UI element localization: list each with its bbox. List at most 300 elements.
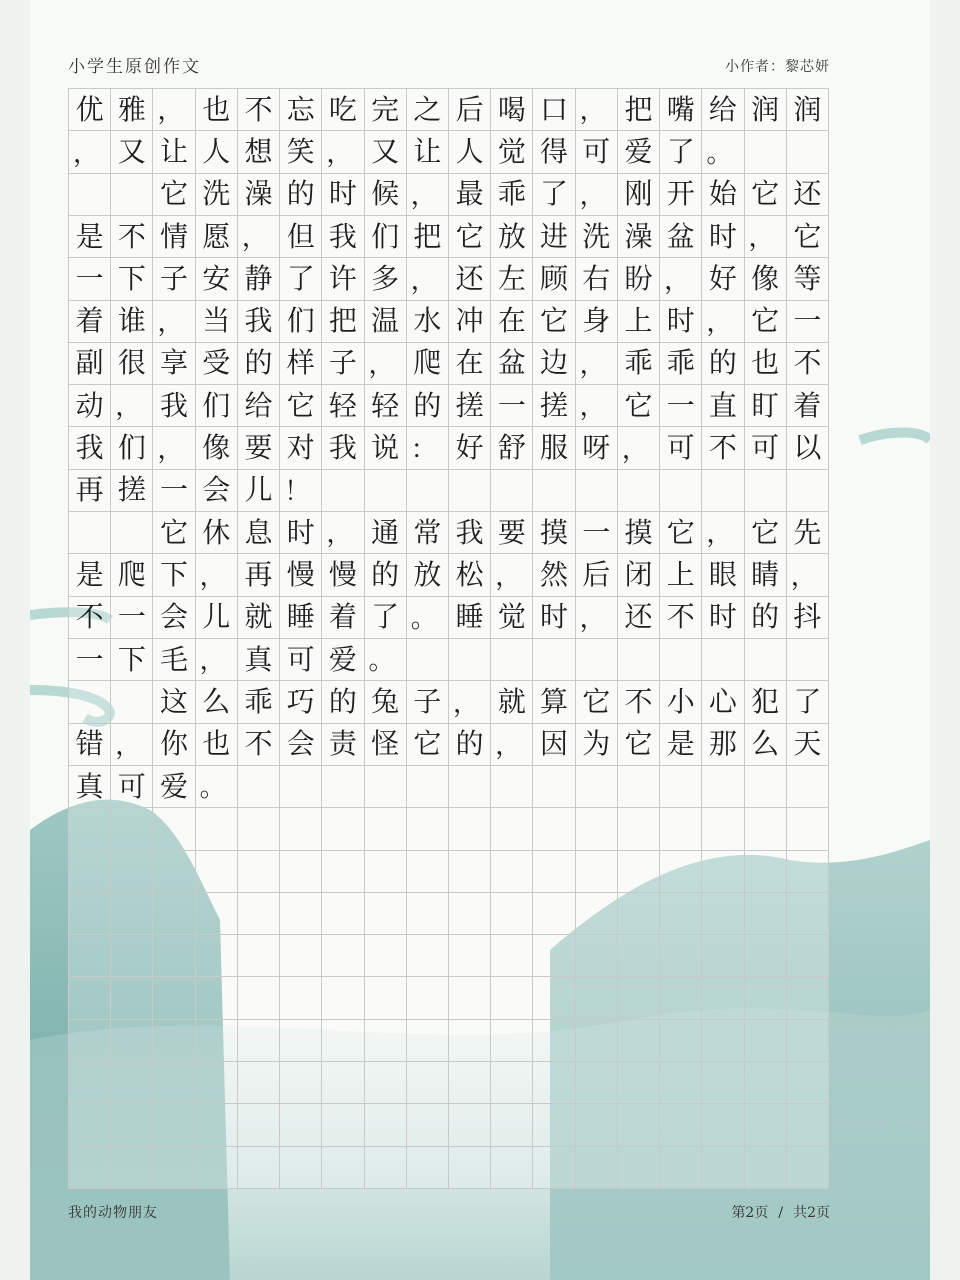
grid-cell: 搓 [449,385,491,427]
grid-cell [280,935,322,977]
grid-cell [576,766,618,808]
grid-cell [69,808,111,850]
grid-cell [491,808,533,850]
grid-cell [576,808,618,850]
grid-cell: 巧 [280,681,322,723]
grid-cell: 先 [787,512,829,554]
grid-cell: ， [407,174,449,216]
grid-cell [111,681,153,723]
page-current: 第2页 [731,1205,769,1221]
grid-cell [787,935,829,977]
grid-cell: 时 [280,512,322,554]
grid-cell: 然 [533,554,575,596]
grid-cell: 小 [660,681,702,723]
grid-cell: 还 [787,174,829,216]
grid-cell: 我 [322,216,364,258]
grid-cell: 口 [533,89,575,131]
grid-cell: 会 [153,597,195,639]
grid-cell: 但 [280,216,322,258]
grid-cell [365,1147,407,1189]
grid-cell [196,1104,238,1146]
grid-cell: 爱 [153,766,195,808]
grid-cell [533,1020,575,1062]
grid-cell: 它 [407,724,449,766]
grid-cell: 这 [153,681,195,723]
grid-cell: 它 [618,724,660,766]
grid-cell [153,1147,195,1189]
grid-cell [365,808,407,850]
grid-cell [702,935,744,977]
grid-cell: 把 [618,89,660,131]
grid-cell: 。 [702,131,744,173]
grid-cell: 怪 [365,724,407,766]
grid-cell: 觉 [491,131,533,173]
grid-cell [407,766,449,808]
grid-cell: 下 [153,554,195,596]
grid-cell: 不 [787,343,829,385]
grid-cell: 澡 [618,216,660,258]
grid-cell: 也 [745,343,787,385]
grid-cell [660,808,702,850]
grid-cell [702,1062,744,1104]
grid-cell: 时 [702,597,744,639]
grid-cell: 就 [238,597,280,639]
grid-cell: 给 [238,385,280,427]
grid-cell: 一 [69,639,111,681]
grid-cell [365,977,407,1019]
grid-cell: 多 [365,258,407,300]
grid-cell: ， [196,639,238,681]
grid-cell [576,1020,618,1062]
grid-cell: 下 [111,639,153,681]
grid-cell: 那 [702,724,744,766]
grid-cell [407,1147,449,1189]
grid-cell [745,1104,787,1146]
grid-cell [576,1147,618,1189]
grid-cell [365,851,407,893]
grid-cell: 它 [660,512,702,554]
grid-cell: 轻 [322,385,364,427]
grid-cell: 可 [280,639,322,681]
grid-cell [365,935,407,977]
grid-cell: 不 [238,724,280,766]
grid-cell: 可 [576,131,618,173]
grid-cell [787,1062,829,1104]
grid-cell: ， [576,385,618,427]
grid-cell: ， [787,554,829,596]
grid-cell: 好 [702,258,744,300]
grid-cell: 还 [449,258,491,300]
essay-title: 我的动物朋友 [68,1205,158,1221]
grid-cell: 真 [69,766,111,808]
manuscript-grid [68,88,829,1189]
grid-cell [660,1147,702,1189]
grid-cell [533,808,575,850]
grid-cell [238,1104,280,1146]
grid-cell [407,470,449,512]
grid-cell: 时 [322,174,364,216]
grid-cell: 心 [702,681,744,723]
grid-cell [449,977,491,1019]
grid-cell: 它 [533,301,575,343]
grid-cell [576,1104,618,1146]
grid-cell: 算 [533,681,575,723]
grid-cell [533,935,575,977]
grid-cell [407,1104,449,1146]
grid-cell: 静 [238,258,280,300]
grid-cell [365,1104,407,1146]
grid-cell: 再 [238,554,280,596]
grid-cell: 搓 [111,470,153,512]
grid-cell [280,851,322,893]
page-separator: / [778,1205,784,1221]
grid-cell: 时 [533,597,575,639]
grid-cell: 雅 [111,89,153,131]
grid-cell: 后 [449,89,491,131]
grid-cell [660,766,702,808]
grid-cell [322,1104,364,1146]
grid-cell: 说 [365,427,407,469]
grid-cell [449,893,491,935]
grid-cell [745,470,787,512]
grid-cell: ， [618,427,660,469]
grid-cell: 放 [491,216,533,258]
grid-cell: 乖 [238,681,280,723]
grid-cell: 再 [69,470,111,512]
grid-cell [745,977,787,1019]
grid-cell: 它 [745,174,787,216]
grid-cell: ， [576,174,618,216]
grid-cell: 润 [745,89,787,131]
grid-cell [196,1147,238,1189]
grid-cell: 等 [787,258,829,300]
grid-cell: 盯 [745,385,787,427]
grid-cell: 一 [153,470,195,512]
grid-cell: 了 [787,681,829,723]
grid-cell [533,893,575,935]
grid-cell [745,1062,787,1104]
grid-cell [449,808,491,850]
grid-cell [660,639,702,681]
grid-cell [702,470,744,512]
grid-cell [365,893,407,935]
grid-cell [533,766,575,808]
grid-cell [322,1020,364,1062]
grid-cell: ， [660,258,702,300]
grid-cell [449,935,491,977]
grid-cell: 给 [702,89,744,131]
grid-cell [702,977,744,1019]
grid-cell: 边 [533,343,575,385]
grid-cell [280,766,322,808]
grid-cell: 不 [69,597,111,639]
grid-cell: 服 [533,427,575,469]
grid-cell [322,1062,364,1104]
grid-cell: 摸 [618,512,660,554]
grid-cell: 舒 [491,427,533,469]
grid-cell: 冲 [449,301,491,343]
grid-cell [491,893,533,935]
grid-cell: 愿 [196,216,238,258]
grid-cell [745,851,787,893]
grid-cell [787,131,829,173]
grid-cell: 又 [111,131,153,173]
grid-cell [576,893,618,935]
grid-cell: 你 [153,724,195,766]
grid-cell [322,893,364,935]
grid-cell [787,893,829,935]
grid-cell [449,1020,491,1062]
grid-cell: 真 [238,639,280,681]
grid-cell: 可 [111,766,153,808]
grid-cell [365,470,407,512]
grid-cell: 它 [280,385,322,427]
grid-cell: 得 [533,131,575,173]
grid-cell [491,977,533,1019]
grid-cell [745,1147,787,1189]
grid-cell [407,808,449,850]
grid-cell: 息 [238,512,280,554]
grid-cell [491,470,533,512]
grid-cell [153,851,195,893]
grid-cell: ， [153,89,195,131]
grid-cell: 着 [69,301,111,343]
grid-cell: 放 [407,554,449,596]
grid-cell: ， [111,724,153,766]
grid-cell: 一 [576,512,618,554]
grid-cell: 的 [238,343,280,385]
grid-cell [196,851,238,893]
grid-cell [576,470,618,512]
grid-cell [449,470,491,512]
grid-cell: 样 [280,343,322,385]
grid-cell: 睡 [280,597,322,639]
grid-cell [702,808,744,850]
grid-cell: ， [491,554,533,596]
grid-cell [449,1062,491,1104]
grid-cell: 安 [196,258,238,300]
grid-cell: 把 [322,301,364,343]
grid-cell: 情 [153,216,195,258]
grid-cell: 爬 [407,343,449,385]
grid-cell [238,808,280,850]
grid-cell: 人 [196,131,238,173]
grid-cell [618,639,660,681]
grid-cell: 乖 [618,343,660,385]
grid-cell [491,1147,533,1189]
grid-cell: 在 [491,301,533,343]
grid-cell: 下 [111,258,153,300]
grid-cell: 乖 [491,174,533,216]
grid-cell: 们 [111,427,153,469]
grid-cell: 睛 [745,554,787,596]
grid-cell: 上 [618,301,660,343]
grid-cell [491,1062,533,1104]
grid-cell [69,977,111,1019]
grid-cell: ， [69,131,111,173]
grid-cell: 受 [196,343,238,385]
grid-cell [660,1062,702,1104]
grid-cell [491,1020,533,1062]
grid-cell [618,766,660,808]
grid-cell: 吃 [322,89,364,131]
grid-cell [69,893,111,935]
grid-cell [745,1020,787,1062]
grid-cell [153,977,195,1019]
grid-cell: ， [153,301,195,343]
grid-cell [69,935,111,977]
grid-cell [407,977,449,1019]
grid-cell [491,766,533,808]
grid-cell [491,1104,533,1146]
grid-cell: 。 [407,597,449,639]
grid-cell [576,1062,618,1104]
grid-cell: ， [365,343,407,385]
grid-cell [111,512,153,554]
grid-cell: 慢 [280,554,322,596]
grid-cell: 毛 [153,639,195,681]
grid-cell: 的 [280,174,322,216]
grid-cell [533,639,575,681]
grid-cell: 的 [702,343,744,385]
grid-cell [322,977,364,1019]
grid-cell [365,766,407,808]
grid-cell: 后 [576,554,618,596]
grid-cell [533,470,575,512]
grid-cell: 觉 [491,597,533,639]
grid-cell: 副 [69,343,111,385]
grid-cell [407,1062,449,1104]
grid-cell: 因 [533,724,575,766]
grid-cell: 刚 [618,174,660,216]
grid-cell [322,1147,364,1189]
grid-cell: 常 [407,512,449,554]
grid-cell: 好 [449,427,491,469]
grid-cell: 就 [491,681,533,723]
grid-cell: 它 [787,216,829,258]
grid-cell [576,935,618,977]
grid-cell [153,1104,195,1146]
grid-cell [69,1020,111,1062]
grid-cell: 儿 [196,597,238,639]
grid-cell [787,470,829,512]
grid-cell [407,851,449,893]
grid-cell: 错 [69,724,111,766]
grid-cell [787,1020,829,1062]
grid-cell: 许 [322,258,364,300]
grid-cell: 人 [449,131,491,173]
grid-cell: 们 [280,301,322,343]
grid-cell: 会 [196,470,238,512]
grid-cell: ， [196,554,238,596]
grid-cell [491,639,533,681]
grid-cell [280,1104,322,1146]
page-total: 共2页 [793,1205,830,1221]
grid-cell: 直 [702,385,744,427]
grid-cell [111,808,153,850]
grid-cell: 松 [449,554,491,596]
grid-cell: 它 [745,512,787,554]
grid-cell [69,512,111,554]
grid-cell [660,1020,702,1062]
grid-cell [238,1147,280,1189]
grid-cell [618,470,660,512]
grid-cell: 慢 [322,554,364,596]
grid-cell: 的 [322,681,364,723]
grid-cell: 润 [787,89,829,131]
grid-cell [745,766,787,808]
grid-cell: 们 [196,385,238,427]
grid-cell [618,935,660,977]
grid-cell: 让 [407,131,449,173]
grid-cell [660,935,702,977]
grid-cell [238,1020,280,1062]
grid-cell [745,935,787,977]
grid-cell: 澡 [238,174,280,216]
grid-cell: 犯 [745,681,787,723]
grid-cell: 责 [322,724,364,766]
grid-cell: 它 [576,681,618,723]
grid-cell [322,808,364,850]
grid-cell: 它 [449,216,491,258]
grid-cell: 不 [111,216,153,258]
grid-cell: 顾 [533,258,575,300]
grid-cell [787,1147,829,1189]
grid-cell [153,808,195,850]
grid-cell: ， [322,512,364,554]
grid-cell: 么 [196,681,238,723]
grid-cell [153,893,195,935]
grid-cell: 爱 [618,131,660,173]
grid-cell: 一 [111,597,153,639]
grid-cell: 。 [365,639,407,681]
grid-cell: ， [702,301,744,343]
grid-cell: 爬 [111,554,153,596]
grid-cell [280,1020,322,1062]
grid-cell [69,1147,111,1189]
grid-cell: 是 [660,724,702,766]
grid-cell [196,893,238,935]
grid-cell [449,766,491,808]
grid-cell: 像 [745,258,787,300]
grid-cell [196,1062,238,1104]
grid-cell [280,977,322,1019]
grid-cell [702,639,744,681]
grid-cell [69,174,111,216]
grid-cell [280,808,322,850]
grid-cell: 也 [196,724,238,766]
grid-cell [449,851,491,893]
grid-cell: 右 [576,258,618,300]
grid-cell: 上 [660,554,702,596]
grid-cell: 的 [365,554,407,596]
grid-cell: ， [238,216,280,258]
grid-cell [111,174,153,216]
grid-cell: 始 [702,174,744,216]
grid-cell [322,766,364,808]
grid-cell [660,470,702,512]
grid-cell: 笑 [280,131,322,173]
grid-cell [69,1062,111,1104]
grid-cell: 着 [787,385,829,427]
grid-cell [69,851,111,893]
grid-cell: ， [449,681,491,723]
grid-cell [111,935,153,977]
grid-cell: 是 [69,554,111,596]
grid-cell: 还 [618,597,660,639]
page-header [68,50,830,82]
grid-cell: 可 [660,427,702,469]
